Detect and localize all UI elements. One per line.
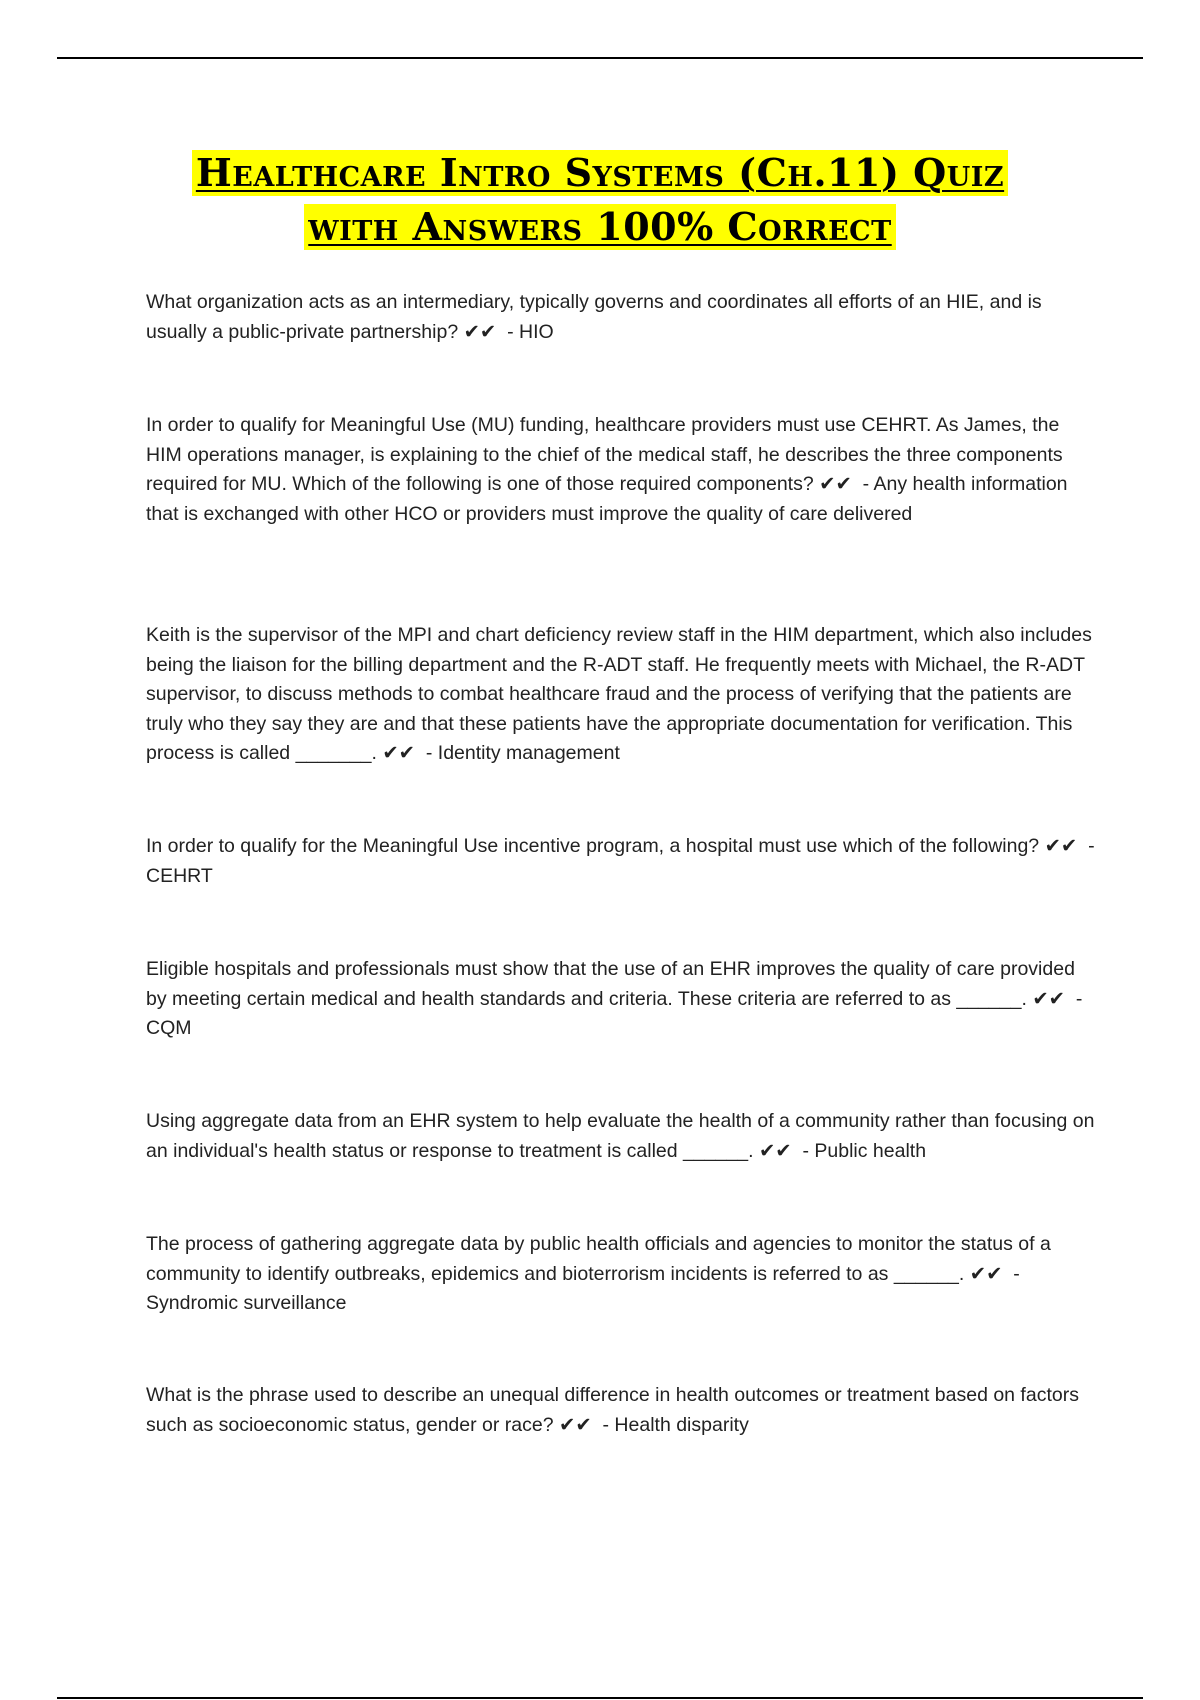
checkmark-icon: ✔✔: [558, 1413, 592, 1436]
qa-item-6: [146, 1107, 1096, 1166]
checkmark-icon: ✔✔: [819, 473, 852, 495]
answer-text: - Any health information that is exchanged with other HCO or providers must improve the quality of care delivered: [146, 473, 1068, 525]
qa-item-4: [146, 832, 1096, 891]
question-text: What organization acts as an intermediary, typically governs and coordinates all efforts of an HIE, and is usually a public-private partnership?: [146, 291, 1042, 343]
question-text: In order to qualify for Meaningful Use (MU) funding, healthcare providers must use CEHRT. As James, the HIM operations manager, is explaining to the chief of the medical staff, he describes the three components required for MU. Which of the following is one of those required components?: [146, 414, 1063, 495]
answer-text: - CQM: [146, 987, 1083, 1039]
checkmark-icon: ✔✔: [1032, 987, 1065, 1010]
checkmark-icon: ✔✔: [463, 320, 497, 343]
checkmark-icon: ✔✔: [969, 1262, 1003, 1285]
answer-text: - CEHRT: [146, 835, 1095, 887]
question-text: Eligible hospitals and professionals must show that the use of an EHR improves the quality of care provided by meeting certain medical and health standards and criteria. These criteria are referred to as ______.: [146, 958, 1075, 1010]
qa-item-3: [146, 621, 1096, 769]
qa-item-2: [146, 411, 1096, 529]
question-text: What is the phrase used to describe an unequal difference in health outcomes or treatment based on factors such as socioeconomic status, gender or race?: [146, 1384, 1079, 1436]
qa-item-5: [146, 955, 1096, 1044]
top-divider: [57, 57, 1143, 59]
answer-text: - Public health: [802, 1139, 927, 1162]
bottom-divider: [57, 1697, 1143, 1699]
question-text: Keith is the supervisor of the MPI and chart deficiency review staff in the HIM department, which also includes being the liaison for the billing department and the R-ADT staff. He frequently meets with Michael, the R-ADT supervisor, to discuss methods to combat healthcare fraud and the process of verifying that the patients are truly who they say they are and that these patients have the appropriate documentation for verification. This process is called _______.: [146, 624, 1092, 764]
title-line-2: with Answers 100% Correct: [304, 204, 895, 250]
document-title: [0, 150, 1200, 250]
title-line-1: Healthcare Intro Systems (Ch.11) Quiz: [192, 150, 1008, 196]
qa-item-7: [146, 1230, 1096, 1319]
answer-text: - Syndromic surveillance: [146, 1262, 1020, 1314]
checkmark-icon: ✔✔: [382, 742, 416, 764]
answer-text: - Health disparity: [602, 1413, 749, 1436]
checkmark-icon: ✔✔: [758, 1139, 792, 1162]
question-text: Using aggregate data from an EHR system to help evaluate the health of a community rather than focusing on an individual's health status or response to treatment is called ______.: [146, 1110, 1095, 1162]
answer-text: - HIO: [507, 320, 554, 343]
checkmark-icon: ✔✔: [1044, 835, 1078, 857]
answer-text: - Identity management: [425, 742, 620, 764]
qa-item-8: [146, 1381, 1096, 1440]
question-text: In order to qualify for the Meaningful Use incentive program, a hospital must use which of the following?: [146, 835, 1040, 857]
question-text: The process of gathering aggregate data by public health officials and agencies to monitor the status of a community to identify outbreaks, epidemics and bioterrorism incidents is referred to as ______.: [146, 1233, 1051, 1285]
qa-item-1: [146, 288, 1096, 347]
